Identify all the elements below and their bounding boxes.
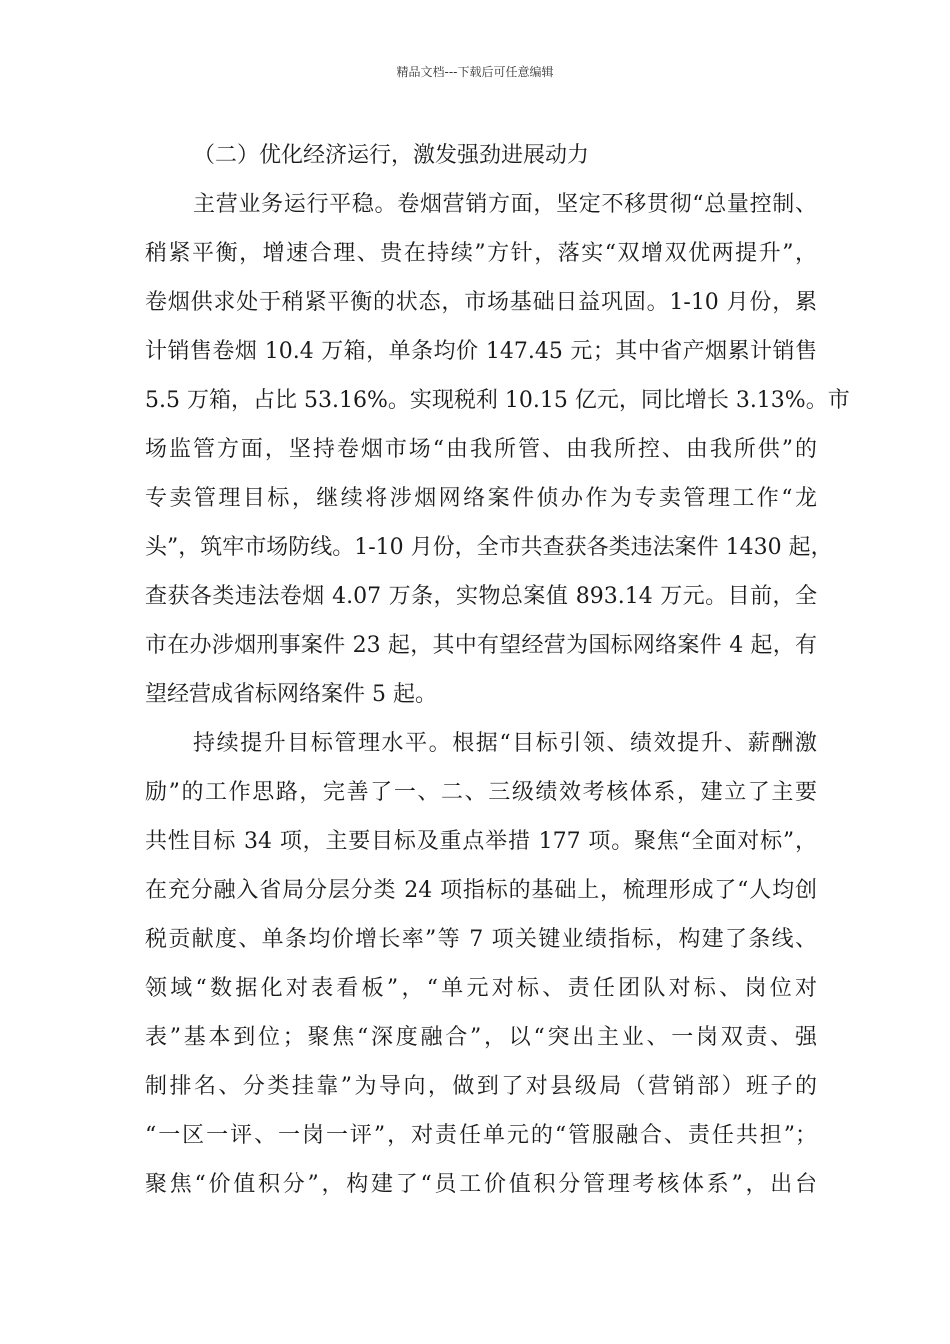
document-body <box>145 131 850 1209</box>
text-line: 5.5 万箱，占比 53.16%。实现税利 10.15 亿元，同比增长 3.13%。市 <box>145 388 850 413</box>
paragraph-main-business <box>145 180 850 719</box>
text-line: 在充分融入省局分层分类 24 项指标的基础上，梳理形成了“人均创 <box>145 878 817 903</box>
text-line: 望经营成省标网络案件 5 起。 <box>145 682 437 707</box>
text-line: 表”基本到位；聚焦“深度融合”，以“突出主业、一岗双责、强 <box>145 1025 817 1050</box>
text-line: 专卖管理目标，继续将涉烟网络案件侦办作为专卖管理工作“龙 <box>145 486 817 511</box>
text-line: 场监管方面，坚持卷烟市场“由我所管、由我所控、由我所供”的 <box>145 437 817 462</box>
text-line: “一区一评、一岗一评”，对责任单元的“管服融合、责任共担”； <box>145 1123 817 1148</box>
page-header: 精品文档---下载后可任意编辑 <box>396 65 554 79</box>
text-line: 持续提升目标管理水平。根据“目标引领、绩效提升、薪酬激 <box>193 731 817 756</box>
text-line: 卷烟供求处于稍紧平衡的状态，市场基础日益巩固。1-10 月份，累 <box>145 290 817 315</box>
text-line: 税贡献度、单条均价增长率”等 7 项关键业绩指标，构建了条线、 <box>145 927 817 952</box>
text-line: 稍紧平衡，增速合理、贵在持续”方针，落实“双增双优两提升”， <box>145 241 817 266</box>
paragraph-target-management <box>145 719 817 1209</box>
section-heading: （二）优化经济运行，激发强劲进展动力 <box>193 143 590 168</box>
text-line: 计销售卷烟 10.4 万箱，单条均价 147.45 元；其中省产烟累计销售 <box>145 339 817 364</box>
text-line: 励”的工作思路，完善了一、二、三级绩效考核体系，建立了主要 <box>145 780 817 805</box>
text-line: 共性目标 34 项，主要目标及重点举措 177 项。聚焦“全面对标”， <box>145 829 817 854</box>
text-line: 领域“数据化对表看板”，“单元对标、责任团队对标、岗位对 <box>145 976 817 1001</box>
text-line: 市在办涉烟刑事案件 23 起，其中有望经营为国标网络案件 4 起，有 <box>145 633 817 658</box>
text-line: 主营业务运行平稳。卷烟营销方面，坚定不移贯彻“总量控制、 <box>193 192 817 217</box>
text-line: 制排名、分类挂靠”为导向，做到了对县级局（营销部）班子的 <box>145 1074 817 1099</box>
text-line: 头”，筑牢市场防线。1-10 月份，全市共查获各类违法案件 1430 起， <box>145 535 833 560</box>
text-line: 查获各类违法卷烟 4.07 万条，实物总案值 893.14 万元。目前，全 <box>145 584 817 609</box>
text-line: 聚焦“价值积分”，构建了“员工价值积分管理考核体系”，出台 <box>145 1172 817 1197</box>
